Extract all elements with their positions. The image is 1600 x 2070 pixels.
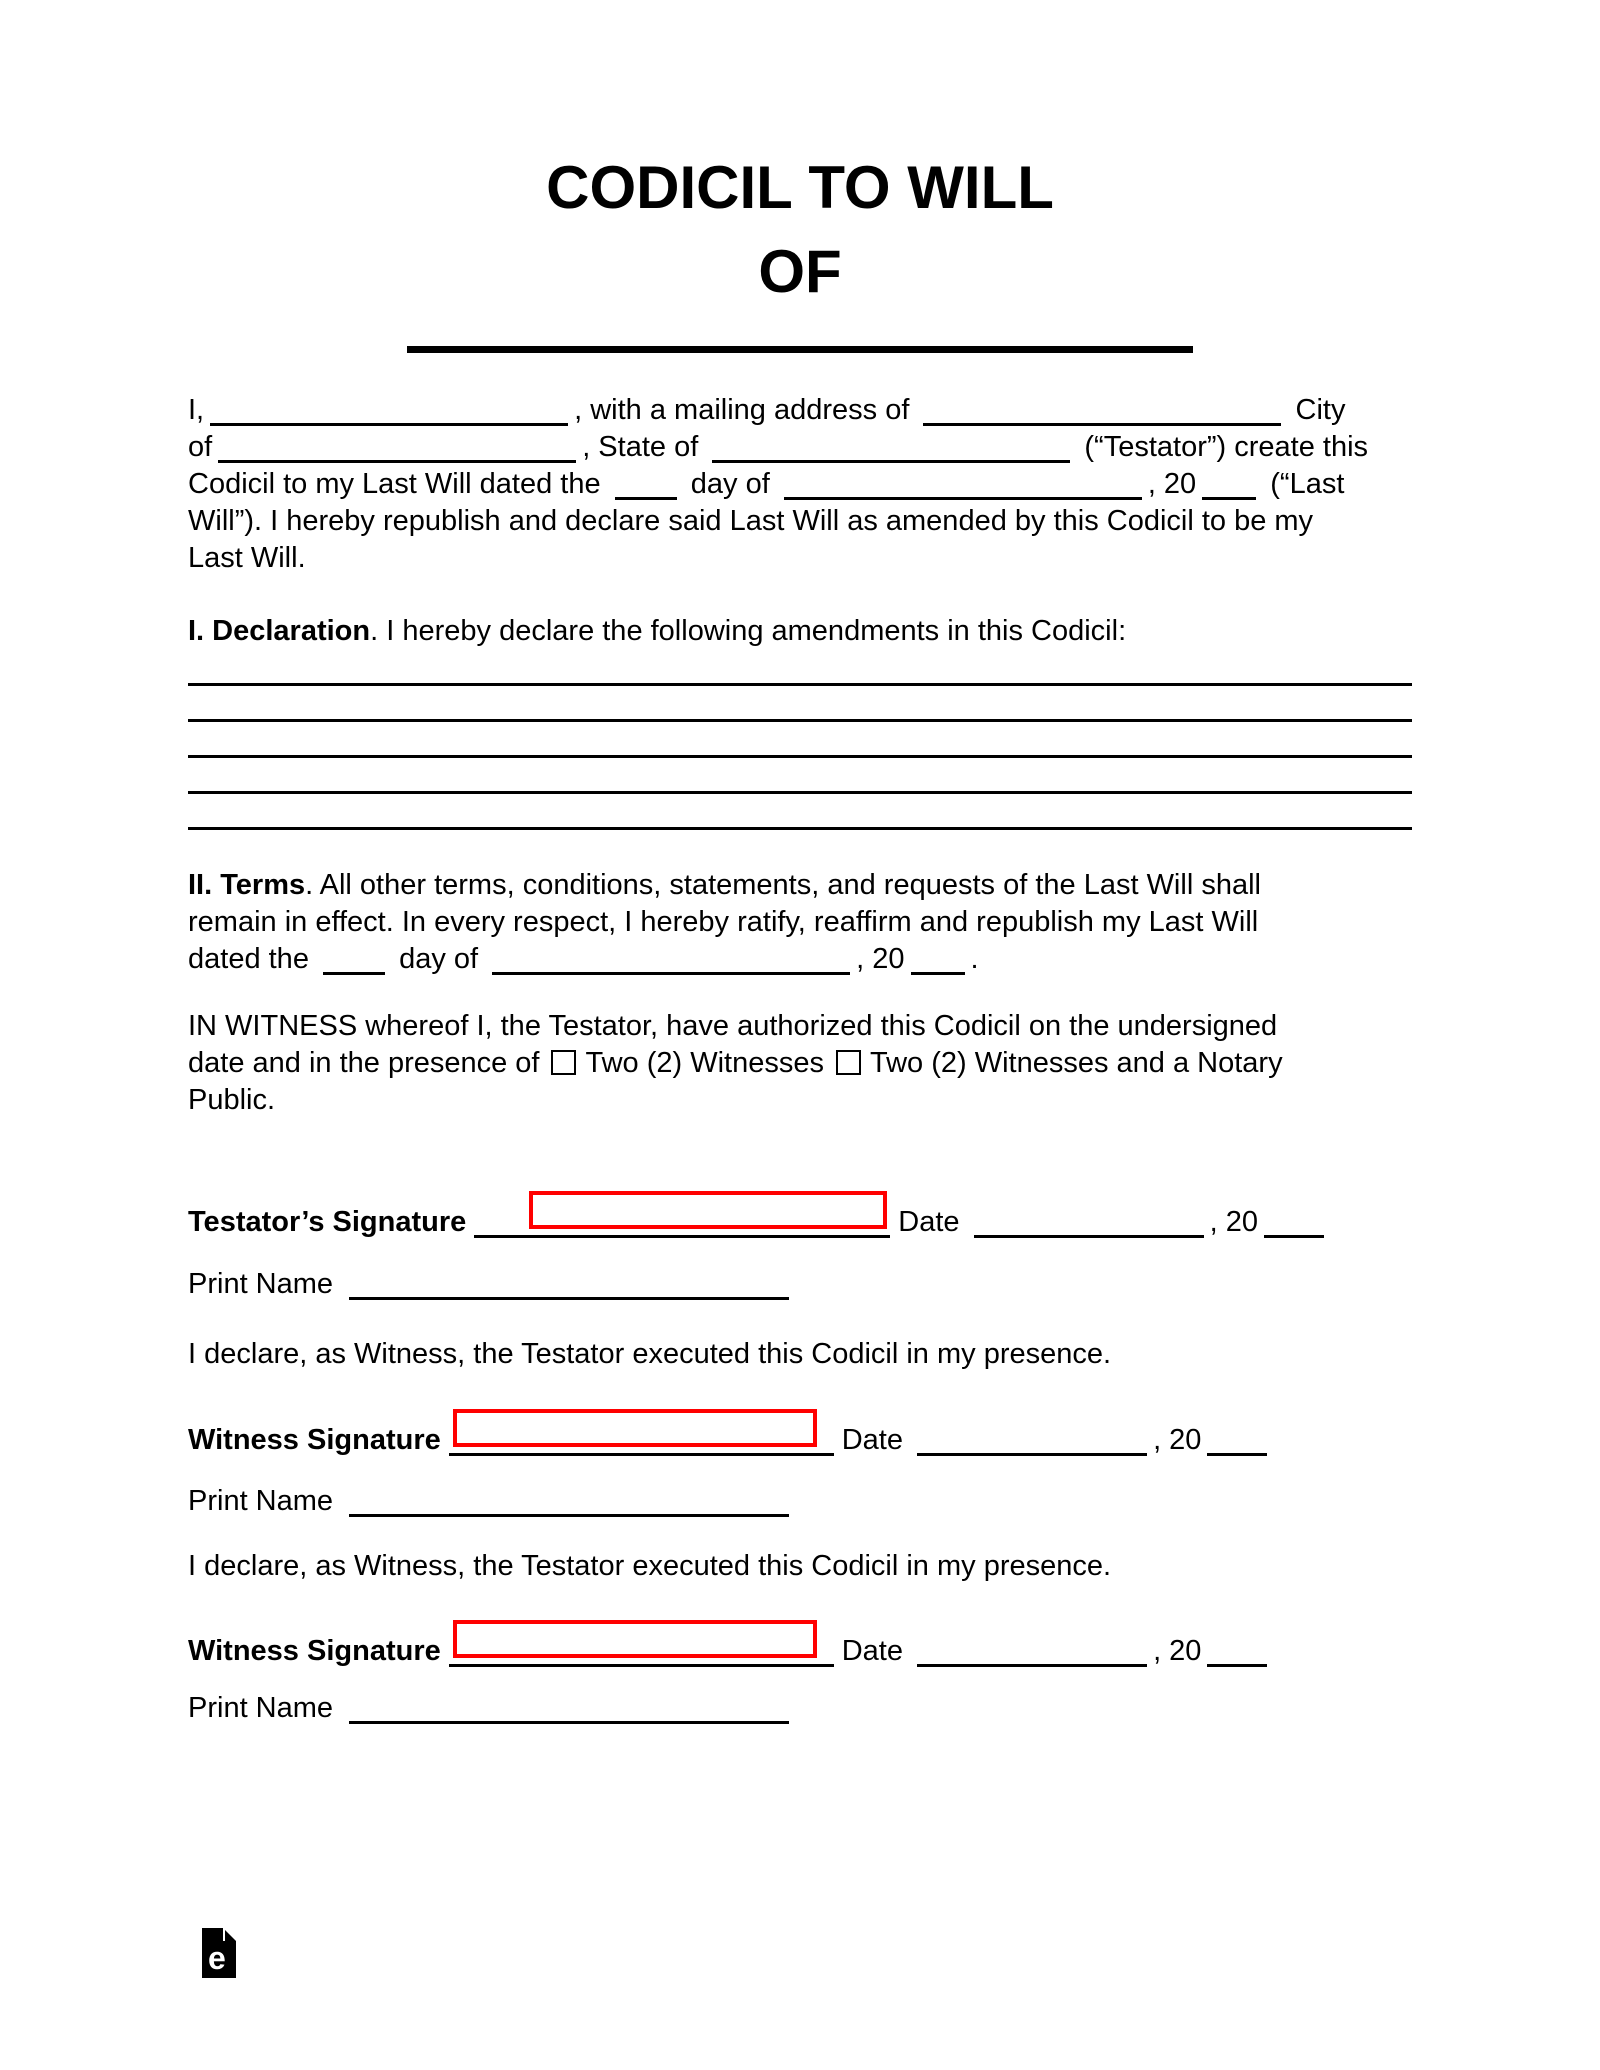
date-label: Date xyxy=(898,1206,960,1238)
document-title xyxy=(188,0,1412,314)
amendment-blank-line xyxy=(188,758,1412,794)
amendment-blank-line xyxy=(188,686,1412,722)
witness1-print-name-row xyxy=(188,1483,1412,1520)
witness2-signature-row xyxy=(188,1625,1412,1673)
eforms-logo-icon xyxy=(202,1928,236,1978)
year-prefix: , 20 xyxy=(1209,1206,1258,1238)
date-label: Date xyxy=(841,1635,903,1667)
mailing-address-blank xyxy=(923,411,1281,426)
testator-year-blank xyxy=(1264,1223,1324,1238)
declaration-section xyxy=(188,613,1412,650)
print-name-label: Print Name xyxy=(188,1485,334,1517)
witness-option-2: Two (2) Witnesses and a Notary xyxy=(869,1047,1283,1079)
will-month-blank xyxy=(784,485,1142,500)
terms-text: dated the xyxy=(188,943,309,975)
terms-line-2: remain in effect. In every respect, I hereby ratify, reaffirm and republish my Last Will xyxy=(188,906,1259,938)
intro-text: , with a mailing address of xyxy=(574,394,910,426)
intro-text: , State of xyxy=(582,431,699,463)
witness2-date-blank xyxy=(917,1652,1147,1667)
witness1-date-blank xyxy=(917,1441,1147,1456)
testator-name-blank xyxy=(210,411,568,426)
amendment-blank-lines xyxy=(188,650,1412,830)
witness2-signature-blank xyxy=(449,1652,834,1667)
intro-text: of xyxy=(188,431,213,463)
in-witness-paragraph xyxy=(188,1008,1412,1119)
testator-signature-field-box[interactable] xyxy=(529,1191,887,1229)
intro-line-3 xyxy=(188,466,1412,503)
intro-paragraph xyxy=(188,392,1412,577)
terms-text: , 20 xyxy=(856,943,905,975)
witness-declaration-2: I declare, as Witness, the Testator executed this Codicil in my presence. xyxy=(188,1550,1112,1582)
two-witnesses-checkbox[interactable] xyxy=(551,1050,576,1075)
date-label: Date xyxy=(841,1424,903,1456)
print-name-label: Print Name xyxy=(188,1268,334,1300)
intro-line-5: Last Will. xyxy=(188,542,306,574)
amendment-blank-line xyxy=(188,794,1412,830)
witness1-signature-label: Witness Signature xyxy=(188,1424,441,1456)
witness1-signature-blank xyxy=(449,1441,834,1456)
intro-text: I, xyxy=(188,394,205,426)
declaration-text: . I hereby declare the following amendments in this Codicil: xyxy=(370,615,1127,647)
witness1-year-blank xyxy=(1207,1441,1267,1456)
will-year-blank xyxy=(1202,485,1256,500)
city-blank xyxy=(218,448,576,463)
witness2-print-name-blank xyxy=(349,1709,789,1724)
intro-line-2 xyxy=(188,429,1412,466)
witness2-print-name-row xyxy=(188,1690,1412,1727)
witness2-signature-field-box[interactable] xyxy=(453,1620,817,1658)
terms-line-3 xyxy=(188,941,1412,978)
witness1-print-name-blank xyxy=(349,1502,789,1517)
testator-signature-row xyxy=(188,1196,1412,1244)
terms-line-1 xyxy=(188,867,1412,904)
amendment-blank-line xyxy=(188,650,1412,686)
amendment-blank-line xyxy=(188,722,1412,758)
witnesses-and-notary-checkbox[interactable] xyxy=(836,1050,861,1075)
print-name-label: Print Name xyxy=(188,1692,334,1724)
intro-line-1 xyxy=(188,392,1412,429)
terms-text: . All other terms, conditions, statements, and requests of the Last Will shall xyxy=(305,869,1261,901)
testator-signature-blank xyxy=(474,1223,890,1238)
testator-date-blank xyxy=(974,1223,1204,1238)
declaration-heading: I. Declaration xyxy=(188,615,371,647)
terms-day-blank xyxy=(323,960,385,975)
testator-print-name-row xyxy=(188,1266,1412,1303)
witness1-signature-field-box[interactable] xyxy=(453,1409,817,1447)
intro-line-4: Will”). I hereby republish and declare said Last Will as amended by this Codicil to be my xyxy=(188,505,1314,537)
testator-name-blank-line xyxy=(407,346,1193,353)
year-prefix: , 20 xyxy=(1153,1635,1202,1667)
witness-clause-line-1: IN WITNESS whereof I, the Testator, have authorized this Codicil on the undersigned xyxy=(188,1010,1278,1042)
year-prefix: , 20 xyxy=(1153,1424,1202,1456)
title-line-2: OF xyxy=(758,238,842,305)
terms-text: day of xyxy=(399,943,479,975)
terms-heading: II. Terms xyxy=(188,869,306,901)
testator-print-name-blank xyxy=(349,1285,789,1300)
terms-paragraph xyxy=(188,867,1412,978)
intro-text: day of xyxy=(690,468,770,500)
witness-declaration-1: I declare, as Witness, the Testator executed this Codicil in my presence. xyxy=(188,1338,1112,1370)
witness-clause-line-3: Public. xyxy=(188,1084,276,1116)
eforms-logo-letter: e xyxy=(208,1940,226,1976)
testator-signature-label: Testator’s Signature xyxy=(188,1206,467,1238)
intro-text: City xyxy=(1295,394,1346,426)
witness2-signature-label: Witness Signature xyxy=(188,1635,441,1667)
will-day-blank xyxy=(615,485,677,500)
witness-clause-text: date and in the presence of xyxy=(188,1047,540,1079)
intro-text: Codicil to my Last Will dated the xyxy=(188,468,601,500)
state-blank xyxy=(712,448,1070,463)
witness2-year-blank xyxy=(1207,1652,1267,1667)
title-line-1: CODICIL TO WILL xyxy=(546,154,1054,221)
intro-text: (“Testator”) create this xyxy=(1084,431,1369,463)
terms-text: . xyxy=(970,943,979,975)
terms-year-blank xyxy=(911,960,965,975)
witness-option-1: Two (2) Witnesses xyxy=(585,1047,824,1079)
intro-text: , 20 xyxy=(1147,468,1197,500)
witness-clause-line-2 xyxy=(188,1045,1412,1082)
terms-month-blank xyxy=(492,960,850,975)
intro-text: (“Last xyxy=(1270,468,1345,500)
witness1-signature-row xyxy=(188,1414,1412,1462)
